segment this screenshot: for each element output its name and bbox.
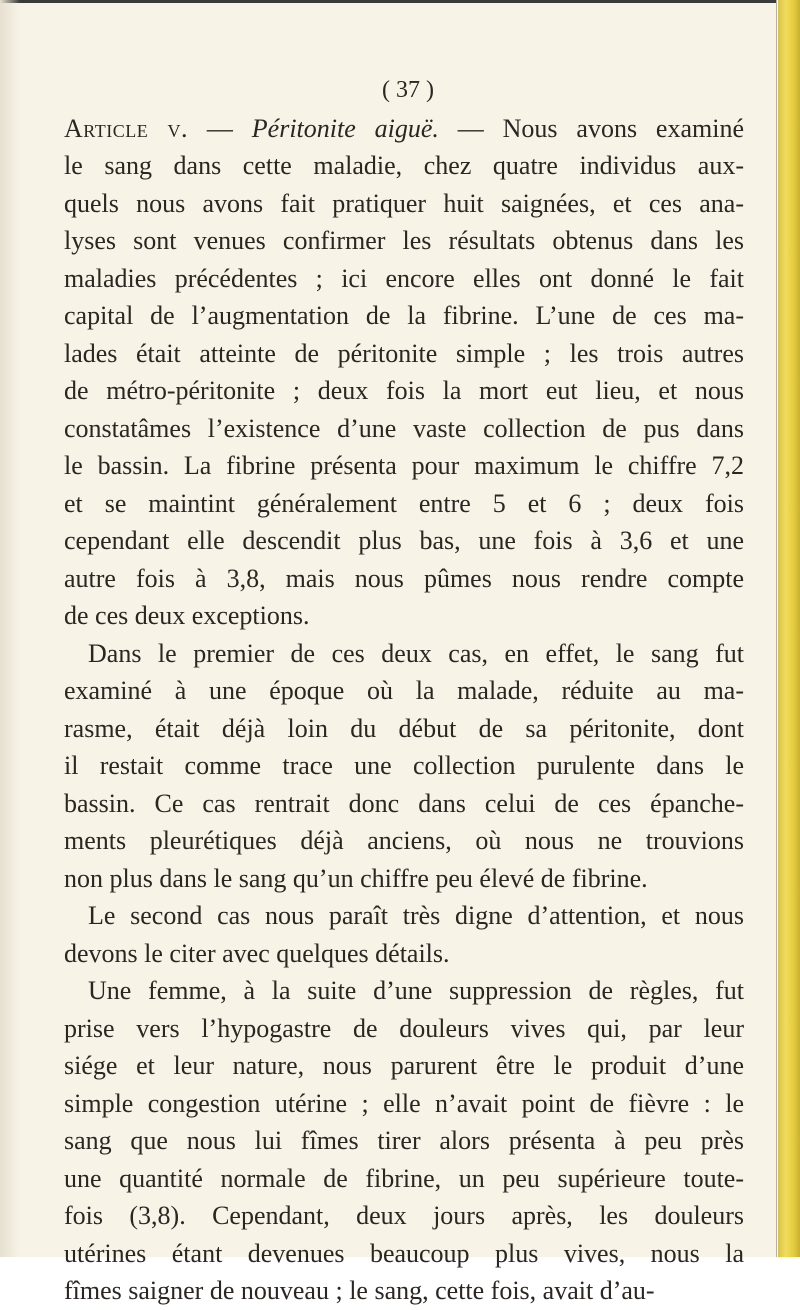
text-line: Le second cas nous paraît très digne d’attention, et nous xyxy=(88,901,744,930)
text-line: il restait comme trace une collection purulente dans le xyxy=(64,751,744,780)
article-title: Péritonite aiguë. xyxy=(251,113,439,143)
heading-dash: — xyxy=(438,113,503,143)
text-line: non plus dans le sang qu’un chiffre peu élevé de fibrine. xyxy=(64,863,648,893)
page-text xyxy=(64,72,744,1310)
text-line: siége et leur nature, nous parurent être le produit d’une xyxy=(64,1051,744,1080)
book-binding-edge xyxy=(778,0,800,1257)
text-line: Une femme, à la suite d’une suppression de règles, fut xyxy=(88,976,744,1005)
article-label: Article v. xyxy=(64,113,189,143)
paragraph xyxy=(64,110,744,635)
text-line: le sang dans cette maladie, chez quatre individus aux- xyxy=(64,151,744,180)
text-line: quels nous avons fait pratiquer huit saignées, et ces ana- xyxy=(64,188,744,218)
paragraph xyxy=(64,897,744,972)
text-line: rasme, était déjà loin du début de sa péritonite, dont xyxy=(64,713,744,743)
page-number: ( 37 ) xyxy=(382,77,434,103)
text-line: une quantité normale de fibrine, un peu supérieure toute- xyxy=(64,1163,744,1193)
page-top-edge xyxy=(0,0,776,3)
paragraph xyxy=(64,972,744,1310)
text-line: capital de l’augmentation de la fibrine. L’une de ces ma- xyxy=(64,301,744,330)
text-line: utérines étant devenues beaucoup plus vives, nous la xyxy=(64,1238,744,1268)
text-line: prise vers l’hypogastre de douleurs vives qui, par leur xyxy=(64,1013,744,1043)
page-gutter-shadow xyxy=(0,0,20,1257)
text-line: sang que nous lui fîmes tirer alors présenta à peu près xyxy=(64,1126,744,1155)
article-lead-text: Nous avons examiné xyxy=(502,113,744,143)
text-line: bassin. Ce cas rentrait donc dans celui de ces épanche- xyxy=(64,788,744,818)
text-line: maladies précédentes ; ici encore elles ont donné le fait xyxy=(64,263,744,293)
text-line: de ces deux exceptions. xyxy=(64,601,310,630)
article-heading-line xyxy=(64,110,744,148)
text-line: fois (3,8). Cependant, deux jours après, les douleurs xyxy=(64,1201,744,1230)
heading-dash: — xyxy=(188,113,252,143)
text-line: autre fois à 3,8, mais nous pûmes nous rendre compte xyxy=(64,563,744,593)
text-line: examiné à une époque où la malade, réduite au ma- xyxy=(64,676,744,705)
text-line: constatâmes l’existence d’une vaste collection de pus dans xyxy=(64,413,744,443)
text-line: devons le citer avec quelques détails. xyxy=(64,938,450,968)
text-line: et se maintint généralement entre 5 et 6 ; deux fois xyxy=(64,488,744,518)
text-line: Dans le premier de ces deux cas, en effet, le sang fut xyxy=(88,638,744,668)
text-line: simple congestion utérine ; elle n’avait point de fièvre : le xyxy=(64,1088,744,1118)
text-line: cependant elle descendit plus bas, une fois à 3,6 et une xyxy=(64,526,744,555)
text-line: de métro-péritonite ; deux fois la mort eut lieu, et nous xyxy=(64,376,744,405)
text-line: le bassin. La fibrine présenta pour maximum le chiffre 7,2 xyxy=(64,451,744,480)
text-line: lyses sont venues confirmer les résultats obtenus dans les xyxy=(64,226,744,255)
text-line: fîmes saigner de nouveau ; le sang, cette fois, avait d’au- xyxy=(64,1276,655,1305)
paragraph xyxy=(64,635,744,898)
text-line: lades était atteinte de péritonite simple ; les trois autres xyxy=(64,338,744,368)
text-line: ments pleurétiques déjà anciens, où nous ne trouvions xyxy=(64,826,744,855)
